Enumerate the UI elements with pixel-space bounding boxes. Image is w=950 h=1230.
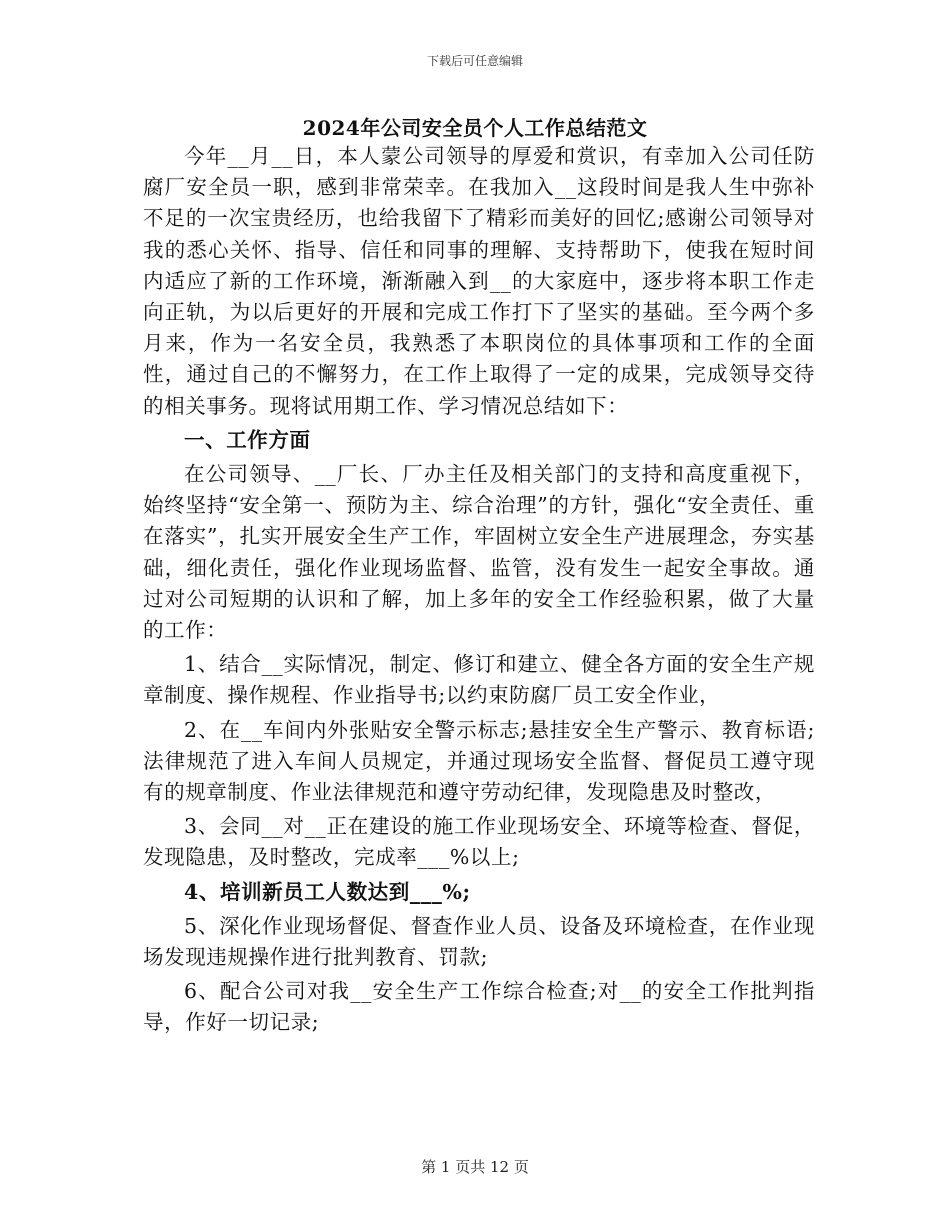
list-item-2: 2、在__车间内外张贴安全警示标志;悬挂安全生产警示、教育标语;法律规范了进入车间人员规定，并通过现场安全监督、督促员工遵守现有的规章制度、作业法律规范和遵守劳动纪律，发现隐患及时整改，: [143, 717, 815, 805]
list-item-1: 1、结合__实际情况，制定、修订和建立、健全各方面的安全生产规章制度、操作规程、作业指导书;以约束防腐厂员工安全作业，: [143, 652, 815, 708]
paragraph-intro: 今年__月__日，本人蒙公司领导的厚爱和赏识，有幸加入公司任防腐厂安全员一职，感到非常荣幸。在我加入__这段时间是我人生中弥补不足的一次宝贵经历，也给我留下了精彩而美好的回忆;感谢公司领导对我的悉心关怀、指导、信任和同事的理解、支持帮助下，使我在短时间内适应了新的工作环境，渐渐融入到__的大家庭中，逐步将本职工作走向正轨，为以后更好的开展和完成工作打下了坚实的基础。至今两个多月来，作为一名安全员，我熟悉了本职岗位的具体事项和工作的全面性，通过自己的不懈努力，在工作上取得了一定的成果，完成领导交待的相关事务。现将试用期工作、学习情况总结如下：: [143, 144, 815, 418]
section-heading-work: 一、工作方面: [184, 427, 311, 452]
document-body: [143, 141, 815, 1042]
list-item-4: 4、培训新员工人数达到___%;: [184, 879, 471, 904]
list-item-3: 3、会同__对__正在建设的施工作业现场安全、环境等检查、督促，发现隐患，及时整改，完成率___%以上;: [143, 814, 815, 870]
list-item-5: 5、深化作业现场督促、督查作业人员、设备及环境检查，在作业现场发现违规操作进行批判教育、罚款;: [143, 913, 815, 970]
list-item-6: 6、配合公司对我__安全生产工作综合检查;对__的安全工作批判指导，作好一切记录;: [143, 979, 815, 1035]
page-header: 下载后可任意编辑: [426, 54, 523, 68]
page-title: 2024年公司安全员个人工作总结范文: [302, 116, 648, 140]
page-number: 第 1 页共 12 页: [421, 1158, 529, 1176]
paragraph-work-overview: 在公司领导、__厂长、厂办主任及相关部门的支持和高度重视下，始终坚持“安全第一、预防为主、综合治理”的方针，强化“安全责任、重在落实”，扎实开展安全生产工作，牢固树立安全生产进展理念，夯实基础，细化责任，强化作业现场监督、监管，没有发生一起安全事故。通过对公司短期的认识和了解，加上多年的安全工作经验积累，做了大量的工作：: [143, 462, 815, 643]
